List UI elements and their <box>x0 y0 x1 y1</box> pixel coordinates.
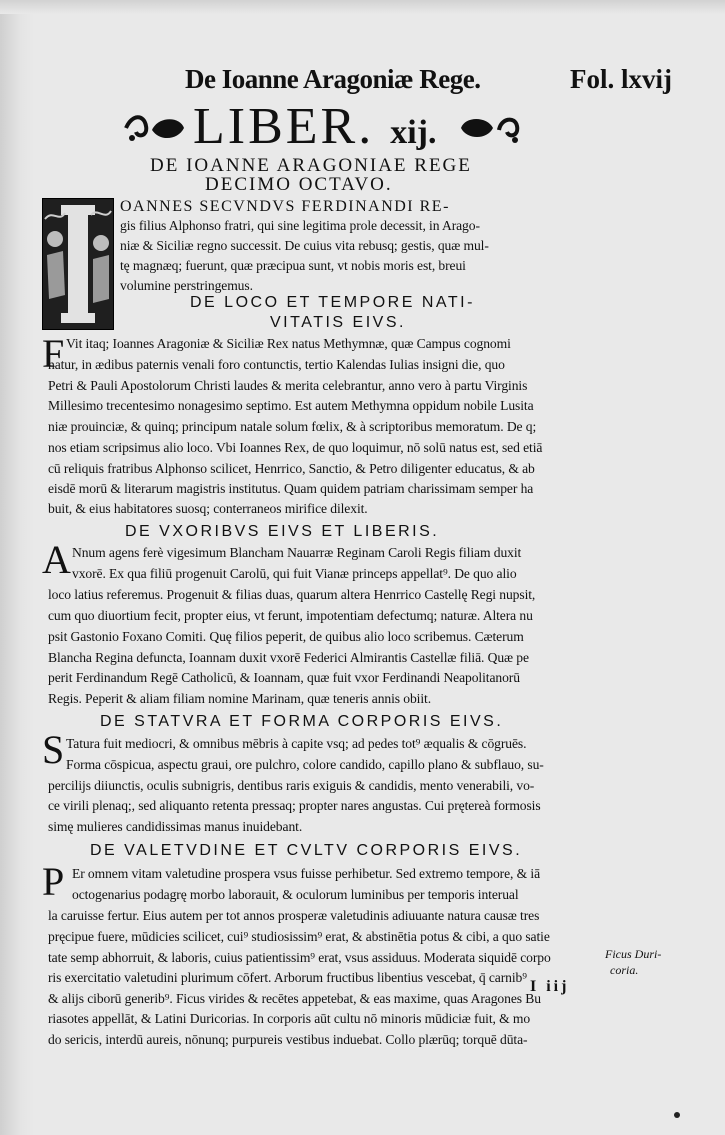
chapter-title-line-2: DECIMO OCTAVO. <box>205 174 393 195</box>
running-title: De Ioanne Aragoniæ Rege. <box>185 64 481 94</box>
initial-f: F <box>42 331 65 376</box>
intro-line-3: niæ & Siciliæ regno successit. De cuius vita rebusq; gestis, quæ mul- <box>120 238 489 253</box>
section-1-line-9: buit, & eius habitatores suosq; conterraneos mirifice dilexit. <box>48 501 368 516</box>
section-3-line-1: Tatura fuit mediocri, & omnibus mēbris à capite vsq; ad pedes tot⁹ æqualis & cōgruēs. <box>66 736 527 751</box>
section-1-line-1: Vit itaq; Ioannes Aragoniæ & Siciliæ Rex natus Methymnæ, quæ Campus cognomi <box>66 336 511 351</box>
fleuron-right-icon <box>455 108 523 148</box>
marginal-note-line-2: coria. <box>610 963 639 977</box>
woodcut-initial-i-icon <box>42 198 114 330</box>
initial-a: A <box>42 537 71 582</box>
section-1-line-5: niæ prouinciæ, & quinq; principum natale solum fœlix, & à scriptoribus memoratum. De q; <box>48 419 537 434</box>
book-title-word: LIBER. <box>193 98 375 155</box>
section-3-line-2: Forma cōspicua, aspectu graui, ore pulchro, colore candido, capillo plano & subflauo, su- <box>66 757 544 772</box>
section-heading-stature: DE STATVRA ET FORMA CORPORIS EIVS. <box>100 713 504 730</box>
section-1-line-3: Petri & Pauli Apostolorum Christi laudes & merita celebrantur, anno vero à partu Virginis <box>48 378 528 393</box>
section-3-line-3: percilijs diiunctis, oculis subnigris, dentibus raris exiguis & candidis, mento venerabili, vo- <box>48 778 535 793</box>
scan-edge <box>0 0 34 1135</box>
section-2-line-6: Blancha Regina defuncta, Ioannam duxit vxorē Federici Almirantis Castellæ filiā. Quæ pe <box>48 650 529 665</box>
intro-line-2: gis filius Alphonso fratri, qui sine legitima prole decessit, in Arago- <box>120 218 480 233</box>
section-4-line-2: octogenarius podagrę morbo laborauit, & oculorum luminibus per temporis interual <box>72 887 519 902</box>
chapter-title-line-1: DE IOANNE ARAGONIAE REGE <box>150 155 472 176</box>
ink-spot <box>674 1112 680 1118</box>
scan-top-edge <box>0 0 725 14</box>
intro-line-5: volumine perstringemus. <box>120 278 253 293</box>
section-2-line-3: loco latius referemus. Progenuit & filias duas, quarum altera Henrrico Castellę Regi nupsit, <box>48 587 536 602</box>
section-1-line-8: eisdē morū & literarum magistris institutus. Quam quidem patriam charissimam semper ha <box>48 481 534 496</box>
section-4-line-9: do sericis, interdū aureis, nōnunq; purpureis vestibus induebat. Collo plærūq; torquē dūta- <box>48 1032 528 1047</box>
section-2-line-7: perit Ferdinandum Regē Catholicū, & Ioannam, quæ fuit vxor Ferdinandi Neapolitanorū <box>48 670 520 685</box>
section-4-line-7: & alijs ciborū generib⁹. Ficus virides & recētes appetebat, & eas maxime, quas Aragones Bu <box>48 991 541 1006</box>
book-title <box>193 97 437 156</box>
section-2-line-2: vxorē. Ex qua filiū progenuit Carolū, qui fuit Vianæ princeps appellat⁹. De quo alio <box>72 566 517 581</box>
section-2-line-8: Regis. Peperit & aliam filiam nomine Marinam, quæ teneris annis obiit. <box>48 691 431 706</box>
section-4-line-5: tate semp abhorruit, & laboris, cuius patientissim⁹ erat, vsus assiduus. Moderata siquidē corpo <box>48 950 551 965</box>
initial-s: S <box>42 727 65 772</box>
section-3-line-4: ce virili plenaq;, sed aliquanto retenta pressaq; propter nares angustas. Cui prętereà formosis <box>48 798 541 813</box>
section-heading-nativity-1: DE LOCO ET TEMPORE NATI- <box>190 294 475 311</box>
section-2-line-1: Nnum agens ferè vigesimum Blancham Nauarræ Reginam Caroli Regis filiam duxit <box>72 545 522 560</box>
marginal-note-line-1: Ficus Duri- <box>605 947 662 961</box>
section-2-line-4: cum quo diuortium fecit, propter eius, vt ferunt, impotentiam defectumq; naturæ. Altera nu <box>48 608 533 623</box>
initial-p: P <box>42 859 65 904</box>
section-1-line-7: cū reliquis fratribus Alphonso scilicet, Henrrico, Sanctio, & Petro diligenter educatus, & ab <box>48 461 535 476</box>
intro-line-4: tę magnæq; fuerunt, quæ præcipua sunt, vt nobis moris est, breui <box>120 258 466 273</box>
section-4-line-4: pręcipue fuere, mūdicies scilicet, cui⁹ studiosissim⁹ erat, & abstinētia potus & cibi, a quo satie <box>48 929 550 944</box>
section-1-line-2: natur, in ædibus paternis venali foro contunctis, tertio Kalendas Iulias insigni die, quo <box>48 357 505 372</box>
section-4-line-6: ris exercitatio valetudini plurimum cōfert. Arborum fructibus libentius vescebat, q̄ carnib⁹ <box>48 970 527 985</box>
section-heading-health: DE VALETVDINE ET CVLTV CORPORIS EIVS. <box>90 842 523 859</box>
section-4-line-8: riasotes appellāt, & Latini Duricorias. In corporis aūt cultu nō minoris mūdiciæ fuit, & mo <box>48 1011 531 1026</box>
section-2-line-5: psit Gastonio Foxano Comiti. Quę filios peperit, de quibus alio loco scribemus. Cæterum <box>48 629 524 644</box>
section-3-line-5: simę mulieres candidissimas manus inuidebant. <box>48 819 303 834</box>
book-title-number: xij. <box>390 114 437 151</box>
section-4-line-3: la caruisse fertur. Eius autem per tot annos prosperæ valetudinis adiuuante natura causæ tres <box>48 908 540 923</box>
fleuron-left-icon <box>122 108 190 148</box>
folio-number: Fol. lxvij <box>570 64 672 94</box>
section-1-line-6: nos etiam scripsimus alio loco. Vbi Ioannes Rex, de quo loquimur, nō solū natus est, sed etiā <box>48 440 543 455</box>
section-4-line-1: Er omnem vitam valetudine prospera vsus fuisse perhibetur. Sed extremo tempore, & iā <box>72 866 541 881</box>
signature-mark: I iij <box>530 978 570 995</box>
section-heading-nativity-2: VITATIS EIVS. <box>270 314 406 331</box>
intro-line-1: OANNES SECVNDVS FERDINANDI RE- <box>120 198 450 215</box>
section-heading-wives: DE VXORIBVS EIVS ET LIBERIS. <box>125 523 440 540</box>
section-1-line-4: Millesimo trecentesimo nonagesimo septimo. Est autem Methymna oppidum nobile Lusita <box>48 398 534 413</box>
